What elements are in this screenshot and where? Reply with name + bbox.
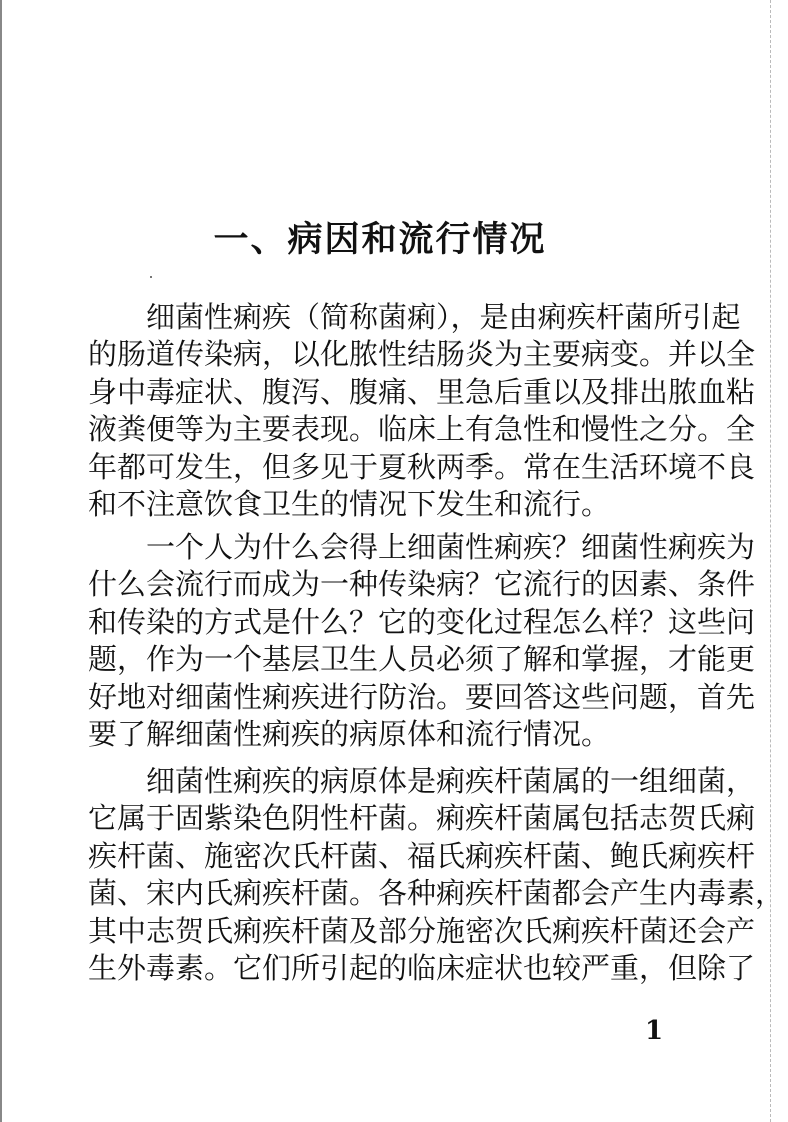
text-line: 细菌性痢疾的病原体是痢疾杆菌属的一组细菌，	[146, 764, 756, 798]
paragraph-1	[88, 299, 756, 523]
text-line: 要了解细菌性痢疾的病原体和流行情况。	[88, 716, 611, 751]
text-line: 液粪便等为主要表现。临床上有急性和慢性之分。全	[88, 412, 756, 447]
text-line: 题，作为一个基层卫生人员必须了解和掌握，才能更	[88, 642, 756, 677]
text-line: 其中志贺氏痢疾杆菌及部分施密次氏痢疾杆菌还会产	[88, 913, 756, 948]
text-line: 身中毒症状、腹泻、腹痛、里急后重以及排出脓血粘	[88, 374, 756, 409]
text-line: 一个人为什么会得上细菌性痢疾？细菌性痢疾为	[146, 530, 756, 564]
paragraph-3	[88, 763, 785, 987]
text-line: 它属于固紫染色阴性杆菌。痢疾杆菌属包括志贺氏痢	[88, 801, 756, 836]
text-line: 好地对细菌性痢疾进行防治。要回答这些问题，首先	[88, 679, 756, 714]
page-right-edge	[770, 0, 771, 1122]
text-line: 菌、宋内氏痢疾杆菌。各种痢疾杆菌都会产生内毒素，	[88, 876, 785, 911]
paragraph-2	[88, 529, 756, 753]
scan-speck	[150, 276, 152, 278]
text-line: 年都可发生，但多见于夏秋两季。常在生活环境不良	[88, 449, 756, 484]
text-line: 疾杆菌、施密次氏杆菌、福氏痢疾杆菌、鲍氏痢疾杆	[88, 838, 756, 873]
text-line: 细菌性痢疾（简称菌痢），是由痢疾杆菌所引起	[146, 300, 741, 334]
text-line: 和传染的方式是什么？它的变化过程怎么样？这些问	[88, 604, 756, 639]
page-left-edge	[0, 0, 2, 1122]
text-line: 什么会流行而成为一种传染病？它流行的因素、条件	[88, 567, 756, 602]
text-line: 的肠道传染病，以化脓性结肠炎为主要病变。并以全	[88, 337, 756, 372]
page-number: 1	[645, 1016, 664, 1046]
text-line: 生外毒素。它们所引起的临床症状也较严重，但除了	[88, 950, 756, 985]
text-line: 和不注意饮食卫生的情况下发生和流行。	[88, 486, 611, 521]
section-title: 一、病因和流行情况	[213, 219, 547, 260]
